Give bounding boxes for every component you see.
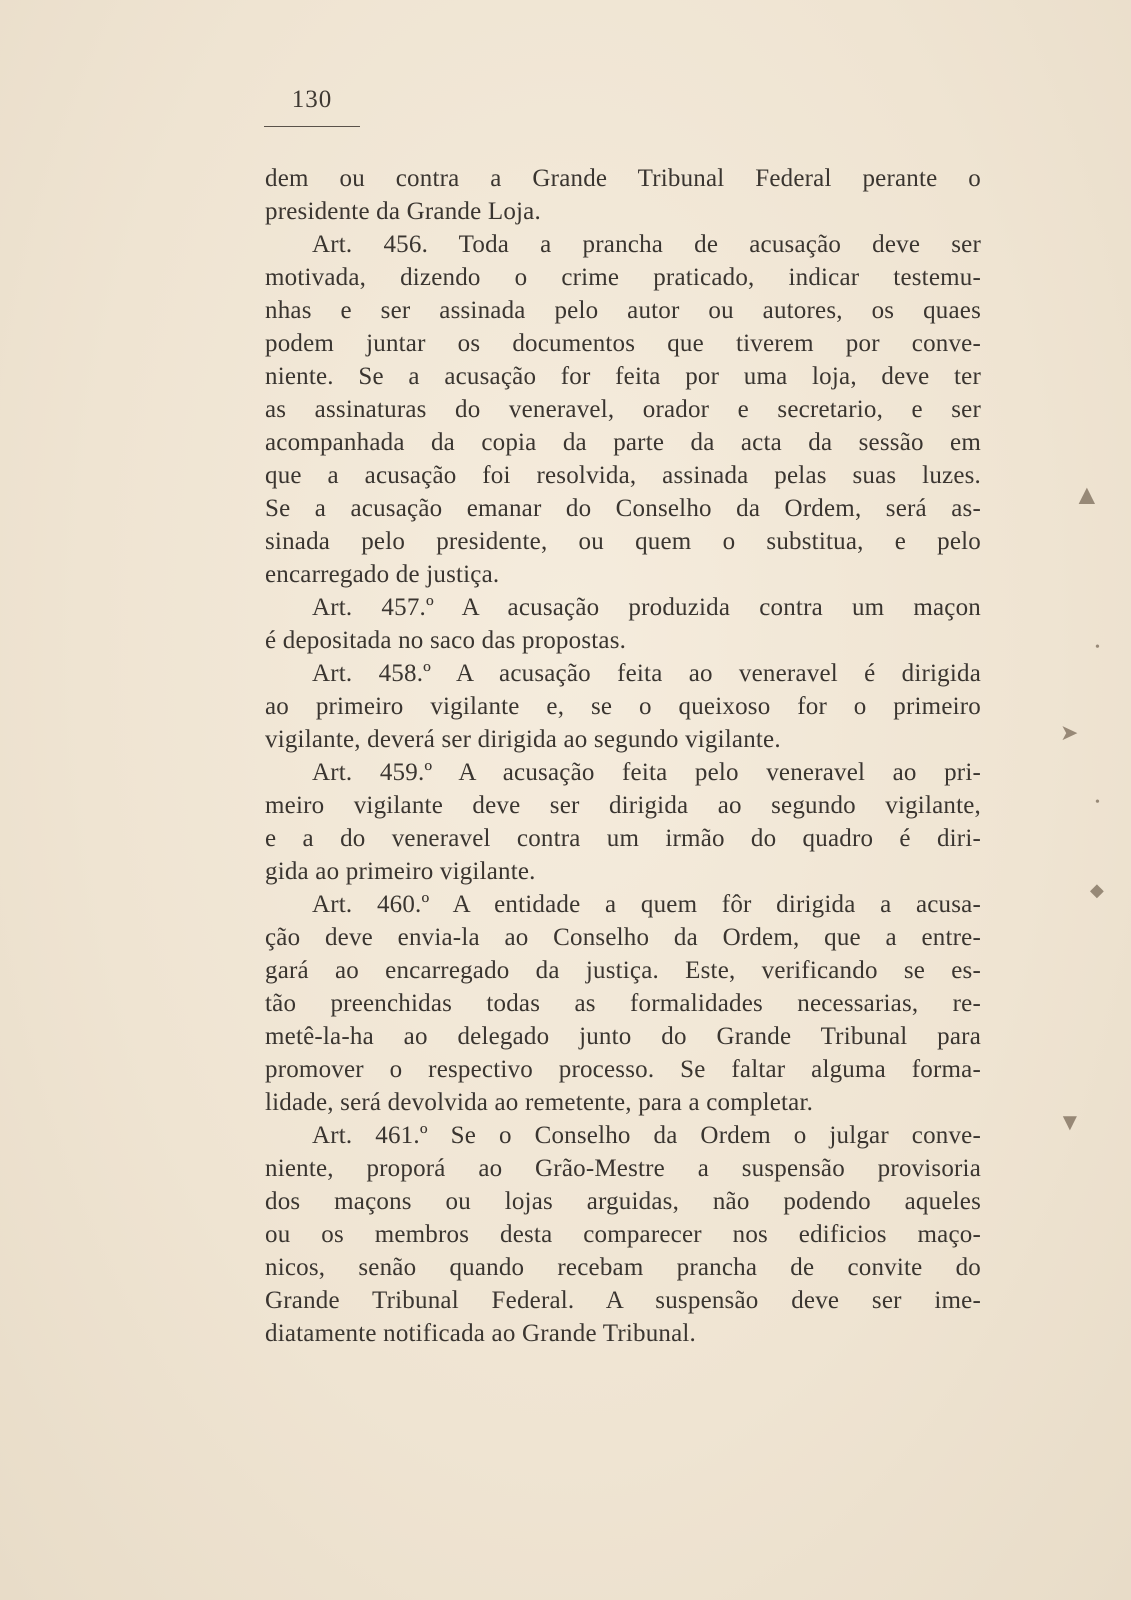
text-line: niente, proporá ao Grão-Mestre a suspensão provisoria — [265, 1155, 981, 1182]
text-line: encarregado de justiça. — [265, 561, 500, 588]
text-line: ao primeiro vigilante e, se o queixoso for o primeiro — [265, 693, 981, 720]
text-line: que a acusação foi resolvida, assinada pelas suas luzes. — [265, 462, 981, 489]
stain-mark-icon: • — [1095, 795, 1100, 810]
page-number: 130 — [291, 86, 333, 113]
text-line: metê-la-ha ao delegado junto do Grande Tribunal para — [265, 1023, 981, 1050]
body-text — [265, 162, 981, 1350]
text-line: nhas e ser assinada pelo autor ou autores, os quaes — [265, 297, 981, 324]
text-line: diatamente notificada ao Grande Tribunal. — [265, 1320, 696, 1347]
header-rule — [264, 126, 360, 127]
text-line: Grande Tribunal Federal. A suspensão deve ser ime- — [265, 1287, 981, 1314]
text-line: dos maçons ou lojas arguidas, não podendo aqueles — [265, 1188, 981, 1215]
text-line: gida ao primeiro vigilante. — [265, 858, 536, 885]
text-line: dem ou contra a Grande Tribunal Federal perante o — [265, 165, 981, 192]
stain-mark-icon: ▲ — [1073, 480, 1101, 511]
text-line: gará ao encarregado da justiça. Este, verificando se es- — [265, 957, 981, 984]
text-line: Art. 459.º A acusação feita pelo veneravel ao pri- — [312, 759, 981, 786]
stain-mark-icon: ➤ — [1060, 720, 1079, 745]
text-line: e a do veneravel contra um irmão do quadro é diri- — [265, 825, 981, 852]
text-line: Art. 461.º Se o Conselho da Ordem o julgar conve- — [312, 1122, 981, 1149]
text-line: ou os membros desta comparecer nos edificios maço- — [265, 1221, 981, 1248]
text-line: podem juntar os documentos que tiverem por conve- — [265, 330, 981, 357]
text-line: meiro vigilante deve ser dirigida ao segundo vigilante, — [265, 792, 981, 819]
text-line: sinada pelo presidente, ou quem o substitua, e pelo — [265, 528, 981, 555]
text-line: Art. 460.º A entidade a quem fôr dirigida a acusa- — [312, 891, 981, 918]
stain-mark-icon: ▼ — [1058, 1110, 1082, 1136]
text-line: tão preenchidas todas as formalidades necessarias, re- — [265, 990, 981, 1017]
text-line: Art. 456. Toda a prancha de acusação deve ser — [312, 231, 981, 258]
stain-mark-icon: • — [1095, 640, 1100, 655]
text-line: presidente da Grande Loja. — [265, 198, 541, 225]
text-line: Art. 458.º A acusação feita ao veneravel é dirigida — [312, 660, 981, 687]
stain-mark-icon: ◆ — [1090, 880, 1104, 900]
text-line: motivada, dizendo o crime praticado, indicar testemu- — [265, 264, 981, 291]
text-line: vigilante, deverá ser dirigida ao segundo vigilante. — [265, 726, 781, 753]
text-line: Art. 457.º A acusação produzida contra um maçon — [312, 594, 981, 621]
text-line: niente. Se a acusação for feita por uma loja, deve ter — [265, 363, 981, 390]
text-line: Se a acusação emanar do Conselho da Ordem, será as- — [265, 495, 981, 522]
text-line: as assinaturas do veneravel, orador e secretario, e ser — [265, 396, 981, 423]
text-line: promover o respectivo processo. Se faltar alguma forma- — [265, 1056, 981, 1083]
text-line: é depositada no saco das propostas. — [265, 627, 627, 654]
text-line: acompanhada da copia da parte da acta da sessão em — [265, 429, 981, 456]
text-line: lidade, será devolvida ao remetente, para a completar. — [265, 1089, 814, 1116]
text-line: nicos, senão quando recebam prancha de convite do — [265, 1254, 981, 1281]
text-line: ção deve envia-la ao Conselho da Ordem, que a entre- — [265, 924, 981, 951]
